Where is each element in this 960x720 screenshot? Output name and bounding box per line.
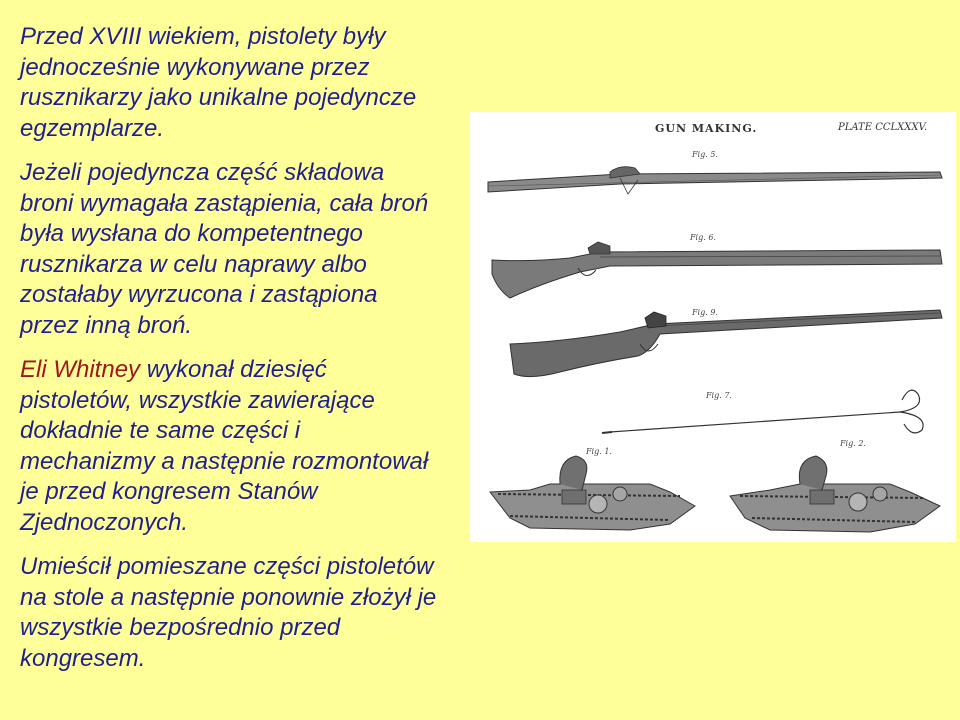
fig-label-7: Fig. 7.: [706, 391, 732, 400]
fig-label-6: Fig. 6.: [690, 233, 716, 242]
gun-making-plate-image: [470, 112, 956, 542]
fig-label-1: Fig. 1.: [586, 447, 612, 456]
lock-fig-1: [490, 456, 695, 530]
gun-fig-5: [488, 167, 942, 194]
fig-label-9: Fig. 9.: [692, 308, 718, 317]
lock-fig-2: [730, 456, 940, 532]
slide-text: [20, 22, 490, 688]
paragraph-3: [20, 355, 490, 538]
fig-label-5: Fig. 5.: [692, 150, 718, 159]
gun-fig-9: [510, 310, 942, 377]
ramrod-fig-7: [602, 390, 923, 433]
paragraph-4: Umieścił pomieszane części pistoletów na stole a następnie ponownie złożył je wszystkie bezpośrednio przed kongresem.: [20, 553, 437, 672]
paragraph-3-text: wykonał dziesięć pistoletów, wszystkie zawierające dokładnie te same części i mechanizmy a następnie rozmontował je przed kongresem Stanów Zjednoczonych.: [20, 356, 429, 536]
paragraph-2: Jeżeli pojedyncza część składowa broni wymagała zastąpienia, cała broń była wysłana do kompetentnego rusznikarza w celu naprawy albo zostałaby wyrzucona i zastąpiona przez inną broń.: [20, 159, 429, 339]
plate-header-right: PLATE CCLXXXV.: [838, 122, 928, 133]
fig-label-2: Fig. 2.: [840, 439, 866, 448]
plate-header-left: GUN MAKING.: [655, 122, 758, 135]
eli-whitney-link[interactable]: Eli Whitney: [20, 356, 141, 383]
gun-fig-6: [492, 242, 942, 298]
paragraph-1: Przed XVIII wiekiem, pistolety były jednocześnie wykonywane przez rusznikarzy jako unikalne pojedyncze egzemplarze.: [20, 23, 417, 142]
